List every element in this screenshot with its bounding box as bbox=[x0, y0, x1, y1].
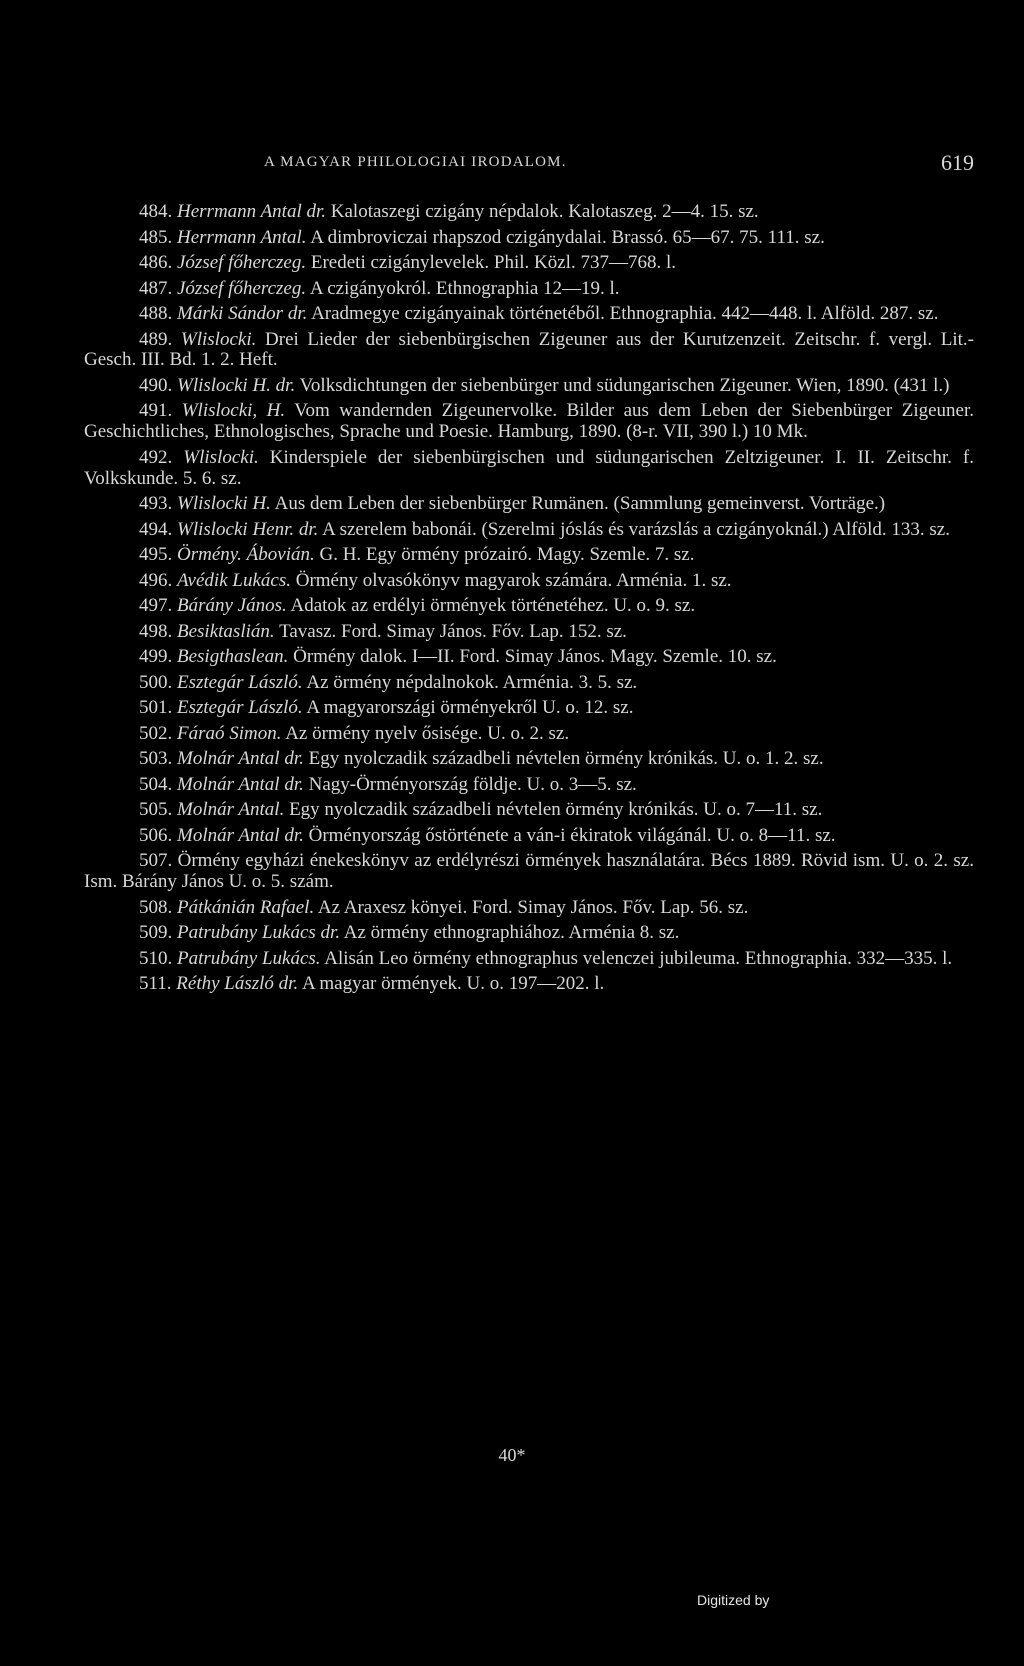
entry-text: Örményország őstörténete a ván-i ékiratok világánál. U. o. 8—11. sz. bbox=[308, 824, 836, 846]
bibliography-entry bbox=[84, 202, 974, 223]
bibliography-list bbox=[84, 202, 974, 1000]
signature-mark: 40* bbox=[498, 1445, 526, 1465]
entry-text: A czigányokról. Ethnographia 12—19. l. bbox=[309, 277, 620, 299]
entry-text: Aus dem Leben der siebenbürger Rumänen. (Sammlung gemeinverst. Vorträge.) bbox=[274, 493, 886, 515]
bibliography-entry bbox=[84, 949, 974, 970]
entry-text: Örmény egyházi énekeskönyv az erdélyrészi örmények használatára. Bécs 1889. Rövid ism. U. o. 2. sz. Ism. Bárány János U. o. 5. szám. bbox=[84, 850, 974, 893]
bibliography-entry bbox=[84, 571, 974, 592]
page-header bbox=[84, 150, 974, 180]
bibliography-entry bbox=[84, 698, 974, 719]
entry-number: 503. bbox=[139, 748, 173, 770]
bibliography-entry bbox=[84, 401, 974, 443]
entry-author: Fáraó Simon. bbox=[177, 722, 282, 744]
bibliography-entry bbox=[84, 775, 974, 796]
entry-number: 508. bbox=[139, 896, 173, 918]
entry-text: Tavasz. Ford. Simay János. Főv. Lap. 152. sz. bbox=[279, 620, 627, 642]
entry-author: Molnár Antal dr. bbox=[177, 748, 304, 770]
entry-text: A magyarországi örményekről U. o. 12. sz. bbox=[306, 697, 634, 719]
entry-author: Patrubány Lukács. bbox=[177, 947, 321, 969]
bibliography-entry bbox=[84, 448, 974, 490]
running-head: A MAGYAR PHILOLOGIAI IRODALOM. bbox=[264, 154, 567, 170]
entry-text: Eredeti czigánylevelek. Phil. Közl. 737—768. l. bbox=[310, 252, 676, 273]
entry-number: 487. bbox=[139, 277, 173, 299]
entry-number: 501. bbox=[139, 697, 173, 719]
entry-author: Wlislocki, H. bbox=[181, 400, 286, 422]
entry-text: Az örmény nyelv ősisége. U. o. 2. sz. bbox=[285, 722, 570, 744]
bibliography-entry bbox=[84, 974, 974, 995]
entry-text: Egy nyolczadik századbeli névtelen örmény krónikás. U. o. 1. 2. sz. bbox=[308, 748, 824, 770]
entry-number: 486. bbox=[139, 252, 173, 273]
entry-number: 489. bbox=[139, 328, 173, 350]
entry-author: Esztegár László. bbox=[177, 671, 303, 693]
entry-text: Aradmegye czigányainak történetéből. Ethnographia. 442—448. l. Alföld. 287. sz. bbox=[311, 303, 939, 324]
entry-number: 496. bbox=[139, 569, 173, 591]
entry-text: Drei Lieder der siebenbürgischen Zigeuner aus der Kurutzenzeit. Zeitschr. f. vergl. Lit.-Gesch. III. Bd. 1. 2. Heft. bbox=[84, 328, 975, 371]
bibliography-entry bbox=[84, 253, 974, 274]
entry-author: Örmény. Ábovián. bbox=[177, 544, 315, 566]
entry-text: Az Araxesz könyei. Ford. Simay János. Főv. Lap. 56. sz. bbox=[317, 896, 749, 918]
entry-text: Az örmény népdalnokok. Arménia. 3. 5. sz. bbox=[306, 671, 638, 693]
entry-text: Nagy-Örményország földje. U. o. 3—5. sz. bbox=[308, 773, 637, 795]
entry-author: Molnár Antal dr. bbox=[177, 773, 304, 795]
entry-text: Vom wandernden Zigeunervolke. Bilder aus dem Leben der Siebenbürger Zigeuner. Geschichtliches, Ethnologisches, Sprache und Poesie. Hamburg, 1890. (8-r. VII, 390 l.) 10 Mk. bbox=[84, 400, 974, 443]
digitized-watermark: Digitized by bbox=[697, 1592, 770, 1608]
entry-author: Molnár Antal dr. bbox=[177, 824, 304, 846]
entry-text: Adatok az erdélyi örmények történetéhez. U. o. 9. sz. bbox=[290, 595, 696, 617]
bibliography-entry bbox=[84, 749, 974, 770]
entry-number: 484. bbox=[139, 201, 173, 222]
entry-author: Wlislocki H. dr. bbox=[177, 374, 296, 396]
bibliography-entry bbox=[84, 596, 974, 617]
entry-number: 485. bbox=[139, 226, 173, 248]
entry-text: Kalotaszegi czigány népdalok. Kalotaszeg. 2—4. 15. sz. bbox=[330, 201, 759, 222]
entry-text: Az örmény ethnographiához. Arménia 8. sz. bbox=[343, 922, 680, 944]
entry-author: Besiktaslián. bbox=[177, 620, 275, 642]
bibliography-entry bbox=[84, 851, 974, 893]
entry-text: A magyar örmények. U. o. 197—202. l. bbox=[301, 973, 605, 995]
entry-number: 504. bbox=[139, 773, 173, 795]
entry-number: 495. bbox=[139, 544, 173, 566]
bibliography-entry bbox=[84, 376, 974, 397]
entry-number: 498. bbox=[139, 620, 173, 642]
entry-number: 497. bbox=[139, 595, 173, 617]
entry-author: Wlislocki. bbox=[183, 446, 259, 468]
entry-author: Pátkánián Rafael. bbox=[177, 896, 315, 918]
entry-number: 488. bbox=[139, 303, 173, 324]
bibliography-entry bbox=[84, 647, 974, 668]
entry-number: 500. bbox=[139, 671, 173, 693]
page-number: 619 bbox=[941, 150, 974, 175]
entry-author: Wlislocki Henr. dr. bbox=[177, 518, 319, 540]
entry-number: 509. bbox=[139, 922, 173, 944]
entry-author: József főherczeg. bbox=[177, 252, 307, 273]
entry-author: Herrmann Antal dr. bbox=[177, 201, 327, 222]
entry-number: 491. bbox=[139, 400, 173, 422]
bibliography-entry bbox=[84, 494, 974, 515]
entry-number: 490. bbox=[139, 374, 173, 396]
entry-text: Örmény dalok. I—II. Ford. Simay János. Magy. Szemle. 10. sz. bbox=[293, 646, 777, 668]
entry-text: G. H. Egy örmény prózairó. Magy. Szemle. 7. sz. bbox=[319, 544, 695, 566]
entry-text: Örmény olvasókönyv magyarok számára. Arménia. 1. sz. bbox=[295, 569, 732, 591]
entry-author: Besigthaslean. bbox=[177, 646, 289, 668]
entry-number: 494. bbox=[139, 518, 173, 540]
entry-author: Molnár Antal. bbox=[177, 799, 285, 821]
bibliography-entry bbox=[84, 545, 974, 566]
entry-author: Avédik Lukács. bbox=[177, 569, 291, 591]
bibliography-entry bbox=[84, 724, 974, 745]
entry-author: Esztegár László. bbox=[177, 697, 303, 719]
entry-author: Herrmann Antal. bbox=[177, 226, 307, 248]
entry-number: 505. bbox=[139, 799, 173, 821]
entry-author: József főherczeg. bbox=[177, 277, 307, 299]
entry-author: Patrubány Lukács dr. bbox=[177, 922, 341, 944]
entry-number: 506. bbox=[139, 824, 173, 846]
entry-number: 502. bbox=[139, 722, 173, 744]
entry-text: A szerelem babonái. (Szerelmi jóslás és varázslás a czigányoknál.) Alföld. 133. sz. bbox=[322, 518, 950, 540]
bibliography-entry bbox=[84, 279, 974, 300]
bibliography-entry bbox=[84, 673, 974, 694]
entry-number: 492. bbox=[139, 446, 173, 468]
entry-number: 493. bbox=[139, 493, 173, 515]
entry-text: Egy nyolczadik századbeli névtelen örmény krónikás. U. o. 7—11. sz. bbox=[289, 799, 823, 821]
entry-author: Réthy László dr. bbox=[176, 973, 299, 995]
bibliography-entry bbox=[84, 304, 974, 325]
bibliography-entry bbox=[84, 520, 974, 541]
entry-text: Kinderspiele der siebenbürgischen und südungarischen Zeltzigeuner. I. II. Zeitschr. f. Volkskunde. 5. 6. sz. bbox=[84, 446, 975, 489]
bibliography-entry bbox=[84, 622, 974, 643]
entry-author: Wlislocki H. bbox=[177, 493, 271, 515]
bibliography-entry bbox=[84, 800, 974, 821]
entry-number: 507. bbox=[139, 850, 173, 872]
entry-number: 499. bbox=[139, 646, 173, 668]
bibliography-entry bbox=[84, 923, 974, 944]
bibliography-entry bbox=[84, 826, 974, 847]
entry-text: Alisán Leo örmény ethnographus velenczei jubileuma. Ethnographia. 332—335. l. bbox=[324, 947, 953, 969]
bibliography-entry bbox=[84, 330, 974, 372]
entry-text: A dimbroviczai rhapszod czigánydalai. Brassó. 65—67. 75. 111. sz. bbox=[310, 226, 825, 248]
entry-author: Bárány János. bbox=[177, 595, 287, 617]
bibliography-entry bbox=[84, 898, 974, 919]
entry-author: Wlislocki. bbox=[180, 328, 257, 350]
entry-author: Márki Sándor dr. bbox=[177, 303, 308, 324]
entry-number: 510. bbox=[139, 947, 173, 969]
entry-text: Volksdichtungen der siebenbürger und südungarischen Zigeuner. Wien, 1890. (431 l.) bbox=[299, 374, 950, 396]
bibliography-entry bbox=[84, 228, 974, 249]
entry-number: 511. bbox=[139, 973, 172, 995]
